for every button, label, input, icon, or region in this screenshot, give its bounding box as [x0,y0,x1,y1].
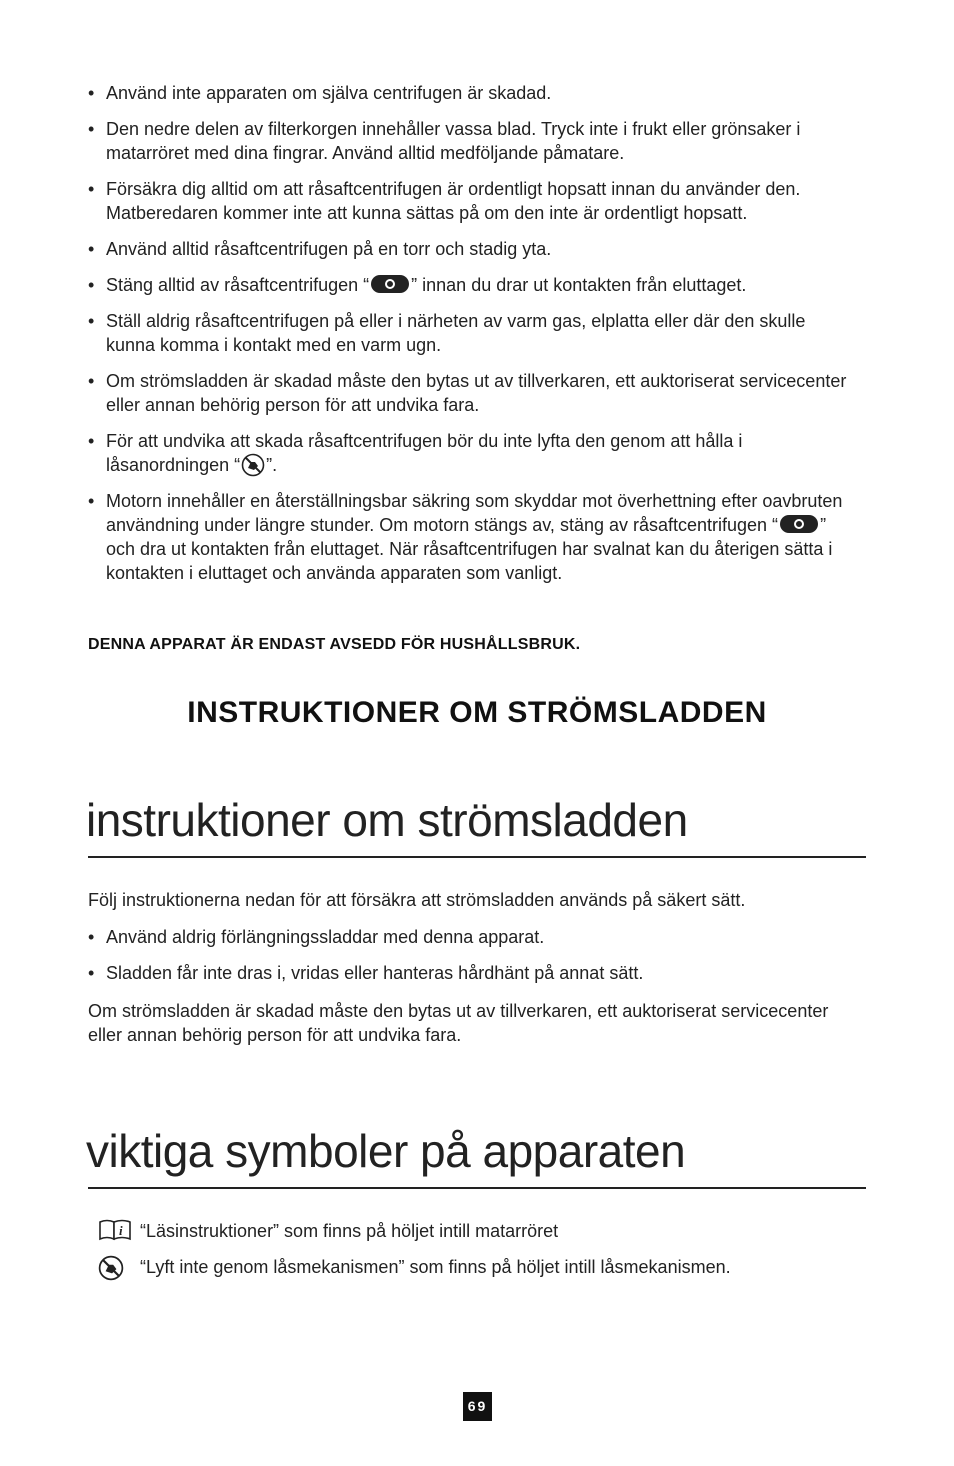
heading-divider [88,1187,866,1189]
manual-page: • Använd inte apparaten om själva centrifugen är skadad. • Den nedre delen av filterkorgen innehåller vassa blad. Tryck inte i frukt eller grönsaker i matarröret med dina fingrar. Använd alltid medföljande påmatare. • Försäkra dig alltid om att råsaftcentrifugen är ordentligt hopsatt innan du använder den. Matberedaren kommer inte att kunna sättas på om den inte är ordentligt hopsatt. • Använd alltid råsaftcentrifugen på en torr och stadig yta. • Stäng alltid av råsaftcentrifugen “ ” innan du drar ut kontakten från eluttaget. • Ställ aldrig råsaftcentrifugen på eller i närheten av varm gas, elplatta eller där den skulle kunna komma i kontakt med en varm ugn. • Om strömsladden är skadad måste den bytas ut av tillverkaren, ett auktoriserat servicecenter eller annan behörig person för att undvika fara. • För att undvika att skada råsaftcentrifugen bör du inte lyfta den genom att hålla i låsanordningen “ ”. • Motorn innehåller en återställningsbar säkring som skyddar mot överhettning efter oavbruten användning under längre stunder. Om motorn stängs av, stäng av råsaftcentrifugen “ ” och dra ut kontakten från eluttaget. När råsaftcentrifugen har svalnat kan du återigen sätta i kontakten i eluttaget och använda apparaten som vanligt. DENNA APPARAT ÄR ENDAST AVSEDD FÖR HUSHÅLLSBRUK. INSTRUKTIONER OM STRÖMSLADDEN instruktioner om strömsladden Följ instruktionerna nedan för att försäkra att strömsladden används på säkert sätt. • Använd aldrig förlängningssladdar med denna apparat. • Sladden får inte dras i, vridas eller hanteras hårdhänt på annat sätt. Om strömsladden är skadad måste den bytas ut av tillverkaren, ett auktoriserat servicecenter eller annan behörig person för att undvika fara. viktiga symboler på apparaten i “Läsinstruktioner” som finns på höljet intill matarröret “Lyft inte genom låsmekanismen” som finns på höljet intill låsmekanismen. 69 [0,0,954,1466]
household-use-notice: DENNA APPARAT ÄR ENDAST AVSEDD FÖR HUSHÅLLSBRUK. [88,636,581,653]
list-item: • Ställ aldrig råsaftcentrifugen på eller i närheten av varm gas, elplatta eller där den skulle kunna komma i kontakt med en varm ugn. [88,311,806,355]
list-item: • Försäkra dig alltid om att råsaftcentrifugen är ordentligt hopsatt innan du använder den. Matberedaren kommer inte att kunna sättas på om den inte är ordentligt hopsatt. [88,179,801,223]
list-item: • Använd alltid råsaftcentrifugen på en torr och stadig yta. [88,239,552,259]
svg-text:i: i [119,1223,123,1238]
do-not-lift-icon [241,453,265,477]
safety-bullet-list [88,81,858,597]
list-item: • Använd aldrig förlängningssladdar med denna apparat. [88,927,545,947]
power-off-button-icon [371,275,409,293]
list-item: • Stäng alltid av råsaftcentrifugen “ ” innan du drar ut kontakten från eluttaget. [88,275,747,295]
section-heading-cord: instruktioner om strömsladden [86,794,688,846]
section-heading-symbols: viktiga symboler på apparaten [86,1125,686,1177]
page-number: 69 [463,1392,492,1421]
read-instructions-icon [98,1219,132,1247]
list-item: • Använd inte apparaten om själva centrifugen är skadad. [88,83,552,103]
list-item: • Motorn innehåller en återställningsbar säkring som skyddar mot överhettning efter oavbruten användning under längre stunder. Om motorn stängs av, stäng av råsaftcentrifugen “ ” och dra ut kontakten från eluttaget. När råsaftcentrifugen har svalnat kan du återigen sätta i kontakten i eluttaget och använda apparaten som vanligt. [88,491,843,583]
list-item: • Sladden får inte dras i, vridas eller hanteras hårdhänt på annat sätt. [88,963,644,983]
list-item: • Den nedre delen av filterkorgen innehåller vassa blad. Tryck inte i frukt eller grönsaker i matarröret med dina fingrar. Använd alltid medföljande påmatare. [88,119,801,163]
list-item: • Om strömsladden är skadad måste den bytas ut av tillverkaren, ett auktoriserat servicecenter eller annan behörig person för att undvika fara. [88,371,847,415]
cord-bullet-list [88,925,858,997]
power-off-button-icon [780,515,818,533]
cord-intro-text: Följ instruktionerna nedan för att försäkra att strömsladden används på säkert sätt. [88,890,746,910]
do-not-lift-icon [98,1255,124,1287]
list-item: • För att undvika att skada råsaftcentrifugen bör du inte lyfta den genom att hålla i låsanordningen “ ”. [88,431,743,475]
cord-outro-text: Om strömsladden är skadad måste den bytas ut av tillverkaren, ett auktoriserat servicecenter eller annan behörig person för att undvika fara. [88,1001,829,1045]
heading-divider [88,856,866,858]
section-subheading: INSTRUKTIONER OM STRÖMSLADDEN [187,696,767,729]
